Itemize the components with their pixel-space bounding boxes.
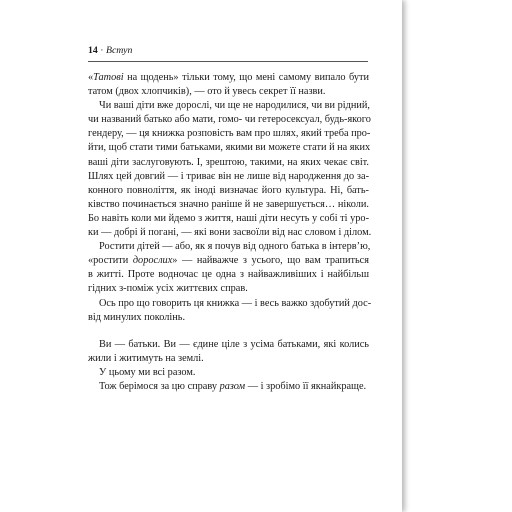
text-line: Шлях цей довгий — і триває він не лише від народження до за- [88,170,369,182]
text-line: татом (двох хлопчиків), — ото й увесь секрет її назви. [88,86,326,98]
text-line: Ростити дітей — або, як я почув від одного батька в інтерв’ю, [99,241,371,253]
running-head [88,45,132,57]
text-line: йти, щоб стати тими батьками, якими ви можете стати й на яких [88,142,371,154]
paragraph-gap [88,325,369,338]
section-title: Вступ [105,45,133,56]
text-line: Чи ваші діти вже дорослі, чи ще не народилися, чи ви рідний, [99,100,370,112]
text-line [88,254,369,268]
text-line: чи названий батько або мати, гомо- чи гетеросексуал, будь-якого [88,114,371,126]
text-line: ківство починається значно раніше й не завершується… ніколи. [88,198,369,210]
text-line: жили і житимуть на землі. [88,352,204,364]
text-run: на щодень» тільки тому, що мені самому випало бути [123,72,369,83]
body-text [88,71,372,394]
text-run: « [88,72,94,83]
page-number: 14 [88,45,98,56]
italic-run: дорослих [132,255,173,267]
text-line: гідних з-поміж усіх життєвих справ. [88,283,248,295]
text-line: конного повноліття, як іноді визначає його культура. Ні, бать- [88,184,369,196]
header-rule [88,61,368,62]
text-run: — і зробімо її якнайкраще. [245,380,367,392]
italic-run: Татові [93,72,124,83]
text-line: Ось про що говорить ця книжка — і весь важко здобутий дос- [99,297,372,309]
text-line: ки — добрі й погані, — які вони засвоїли від нас словом і ділом. [88,227,372,239]
text-line: від минулих поколінь. [88,311,186,323]
text-line: ваші діти заслуговують. І, зрештою, такими, на яких чекає світ. [88,156,369,168]
text-line [88,380,369,394]
italic-run: разом [219,380,246,392]
text-line [88,71,369,85]
text-line: Ви — батьки. Ви — єдине ціле з усіма батьками, які колись [99,338,369,350]
text-line: Бо навіть коли ми йдемо з життя, наші діти несуть у собі ті уро- [88,212,369,224]
text-run: Тож берімося за цю справу [99,380,220,392]
text-line: в житті. Проте водночас це одна з найважливіших і найбільш [88,269,369,281]
text-line: У цьому ми всі разом. [99,366,196,378]
header-separator: · [100,45,104,56]
text-run: » — найважче з усього, що вам трапиться [172,255,369,267]
text-line: гендеру, — ця книжка розповість вам про шлях, який треба про- [88,128,371,140]
text-run: «ростити [88,255,133,267]
